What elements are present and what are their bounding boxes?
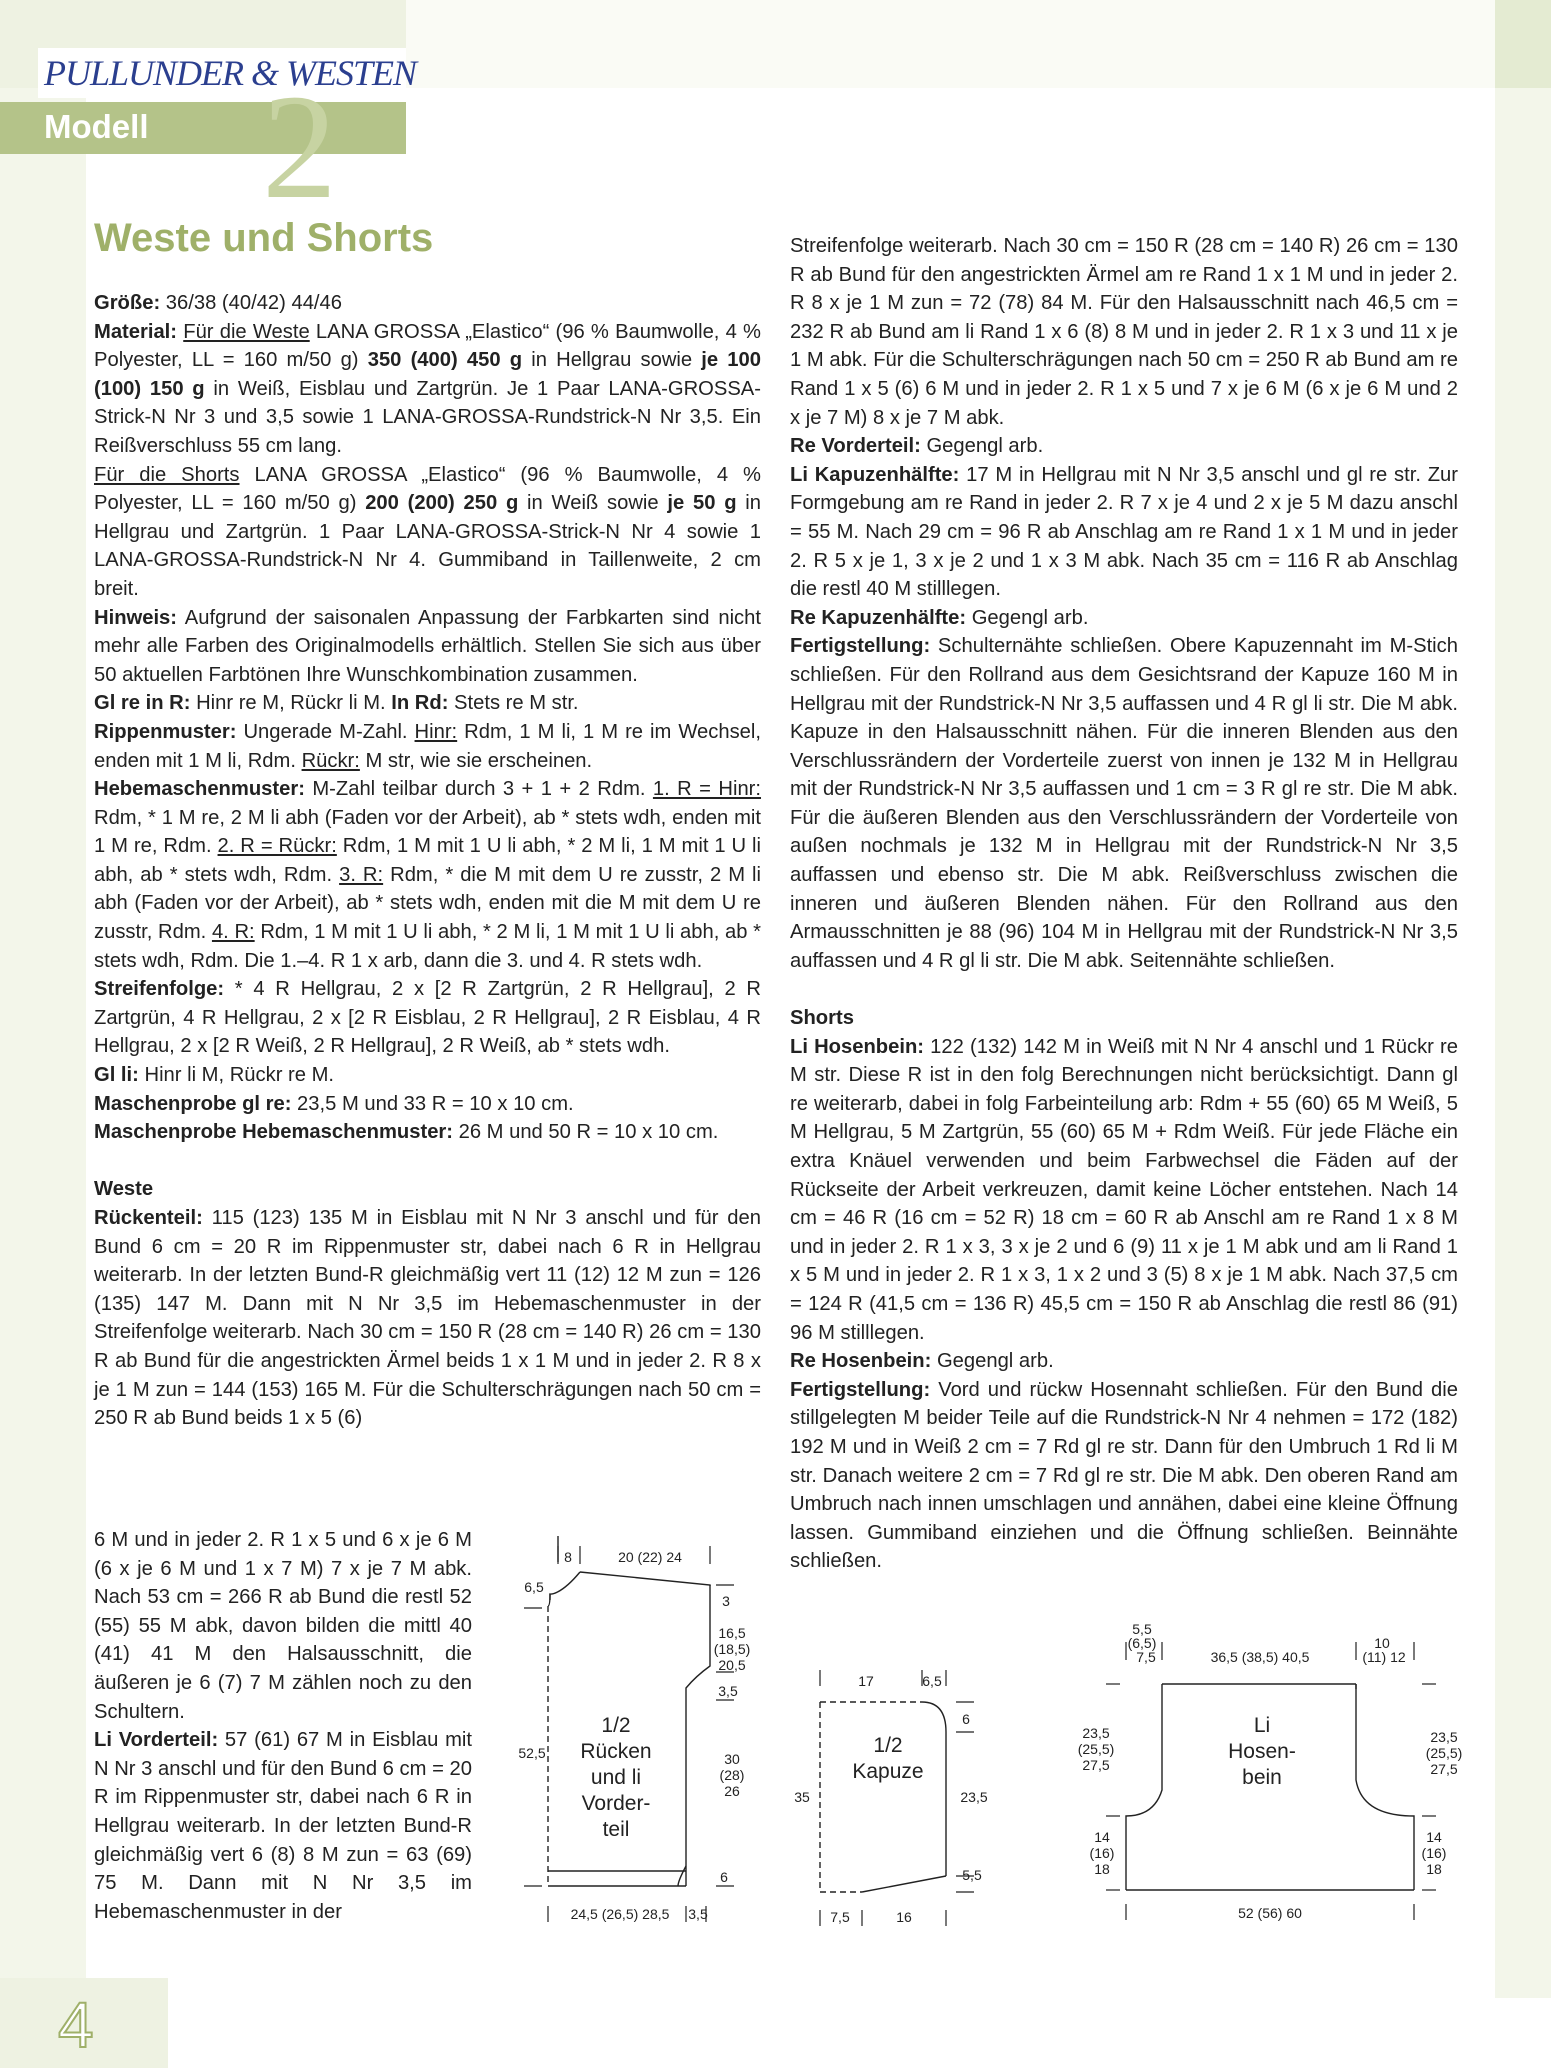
- left-hood-paragraph: Li Kapuzenhälfte: 17 M in Hellgrau mit N Nr 3,5 anschl und gl re str. Zur Formgebung am re Rand in jeder 2. R 7 x je 4 und 2 x je 5 M dazu anschl = 55 M. Nach 29 cm = 96 R ab Anschlag am re Rand 1 x 1 M und in jeder 2. R 5 x je 1, 3 x je 2 und 1 x 3 M abk. Nach 35 cm = 116 R ab Anschlag die restl 40 M stilllegen.: [790, 463, 1458, 601]
- leg-label-1: Li: [1253, 1714, 1271, 1737]
- stitch-glre-paragraph: Gl re in R: Hinr re M, Rückr li M. In Rd: Stets re M str.: [94, 692, 579, 715]
- dim-leg-top-l3: 7,5: [1136, 1649, 1156, 1665]
- back-label-5: teil: [602, 1818, 630, 1841]
- schematic-hood: [786, 1662, 998, 1932]
- dim-leg-top-mid: 36,5 (38,5) 40,5: [1210, 1649, 1310, 1665]
- dim-back-right-b1: 16,5: [718, 1625, 746, 1641]
- dim-leg-left-a2: (25,5): [1077, 1741, 1115, 1757]
- schematic-leg: [1070, 1620, 1470, 1934]
- dim-leg-right-b3: 18: [1426, 1861, 1442, 1877]
- dim-back-right-b3: 20,5: [718, 1657, 746, 1673]
- back-paragraph: Rückenteil: 115 (123) 135 M in Eisblau mit N Nr 3 anschl und für den Bund 6 cm = 20 R im Rippenmuster str, dabei nach 6 R in Hellgrau weiterarb. In der letzten Bund-R gleichmäßig vert 11 (12) 12 M zun = 126 (135) 147 M. Dann mit N Nr 3,5 im Hebemaschenmuster in der Streifenfolge weiterarb. Nach 30 cm = 150 R (28 cm = 140 R) 26 cm = 130 R ab Bund für die angestrickten Ärmel beids 1 x 1 M und in jeder 2. R 8 x je 1 M zun = 144 (153) 165 M. Für die Schulterschrägungen nach 50 cm = 250 R ab Bund beids 1 x 5 (6): [94, 1207, 761, 1430]
- left-margin-band: [0, 88, 86, 1998]
- dim-leg-left-b1: 14: [1094, 1829, 1110, 1845]
- back-label-1: 1/2: [601, 1714, 631, 1737]
- model-label: Modell: [44, 108, 149, 145]
- dim-leg-left-a3: 27,5: [1082, 1757, 1110, 1773]
- finishing2-paragraph: Fertigstellung: Vord und rückw Hosennaht schließen. Für den Bund die stillgelegten M beider Teile auf die Rundstrick-N Nr 4 nehmen = 172 (182) 192 M und in Weiß 2 cm = 7 Rd gl re str. Dann für den Umbruch 1 Rd li M str. Danach weitere 2 cm = 7 Rd gl re str. Die M abk. Den oberen Rand am Umbruch nach innen umschlagen und annähen, dabei eine kleine Öffnung lassen. Gummiband einziehen und die Öffnung schließen. Beinnähte schließen.: [790, 1378, 1458, 1573]
- left-narrow-column: [94, 1526, 472, 1926]
- leg-label-3: bein: [1242, 1766, 1282, 1789]
- right-margin-band: [1495, 88, 1551, 1998]
- dim-leg-right-a1: 23,5: [1430, 1729, 1458, 1745]
- dim-back-right-d1: 30: [724, 1751, 740, 1767]
- model-number: 2: [262, 64, 337, 230]
- dim-leg-top-l2: (6,5): [1127, 1635, 1157, 1651]
- dim-back-left-top: 6,5: [524, 1579, 544, 1595]
- size-paragraph: Größe: 36/38 (40/42) 44/46: [94, 292, 342, 314]
- dim-hood-right-a: 6: [962, 1711, 970, 1727]
- dim-leg-left-b3: 18: [1094, 1861, 1110, 1877]
- dim-hood-top-b: 6,5: [922, 1673, 942, 1689]
- slip-stitch-pattern-paragraph: Hebemaschenmuster: M-Zahl teilbar durch 3 + 1 + 2 Rdm. 1. R = Hinr: Rdm, * 1 M re, 2 M li abh (Faden vor der Arbeit), ab * stets wdh, enden mit 1 M re, Rdm. 2. R = Rückr: Rdm, 1 M mit 1 U li abh, * 2 M li, 1 M mit 1 U li abh, ab * stets wdh, Rdm. 3. R: Rdm, * die M mit dem U re zusstr, 2 M li abh (Faden vor der Arbeit), ab * stets wdh, enden mit die M mit dem U re zusstr, Rdm. 4. R: Rdm, 1 M mit 1 U li abh, * 2 M li, 1 M mit 1 U li abh, ab * stets wdh, Rdm. Die 1.–4. R 1 x arb, dann die 3. und 4. R stets wdh.: [94, 778, 762, 972]
- dim-back-right-b2: (18,5): [713, 1641, 751, 1657]
- gauge2-paragraph: Maschenprobe Hebemaschenmuster: 26 M und 50 R = 10 x 10 cm.: [94, 1121, 719, 1144]
- back-label-4: Vorder-: [581, 1792, 651, 1815]
- dim-back-right-d2: (28): [719, 1767, 745, 1783]
- hood-label-2: Kapuze: [852, 1760, 924, 1783]
- note-paragraph: Hinweis: Aufgrund der saisonalen Anpassung der Farbkarten sind nicht mehr alle Farben des Originalmodells erhältlich. Stellen Sie sich aus über 50 aktuellen Farbtönen Ihre Wunschkombination zusammen.: [94, 606, 761, 686]
- leg-label-2: Hosen-: [1228, 1740, 1296, 1763]
- dim-hood-right-c: 5,5: [962, 1867, 982, 1883]
- dim-leg-right-b2: (16): [1421, 1845, 1447, 1861]
- dim-leg-bottom: 52 (56) 60: [1238, 1905, 1302, 1921]
- left-front-paragraph: Li Vorderteil: 57 (61) 67 M in Eisblau mit N Nr 3 anschl und für den Bund 6 cm = 20 R im Rippenmuster str, dabei nach 6 R in Hellgrau weiterarb. In der letzten Bund-R gleichmäßig vert 6 (8) 8 M zun = 63 (69) 75 M. Dann mit N Nr 3,5 im Hebemaschenmuster in der: [94, 1729, 472, 1923]
- right-hood-paragraph: Re Kapuzenhälfte: Gegengl arb.: [790, 606, 1089, 629]
- dim-back-top-mid: 20 (22) 24: [618, 1549, 682, 1565]
- series-title: PULLUNDER & WESTEN: [44, 53, 417, 93]
- dim-back-bottom-main: 24,5 (26,5) 28,5: [570, 1906, 670, 1922]
- left-front-paragraph-cont: Streifenfolge weiterarb. Nach 30 cm = 150 R (28 cm = 140 R) 26 cm = 130 R ab Bund für den angestrickten Ärmel am re Rand 1 x 1 M und in jeder 2. R 8 x je 1 M zun = 72 (78) 84 M. Für den Halsausschnitt nach 46,5 cm = 232 R ab Bund am li Rand 1 x 6 (8) 8 M und in jeder 2. R 1 x 3 und 11 x je 1 M abk. Für die Schulterschrägungen nach 50 cm = 250 R ab Bund am re Rand 1 x 5 (6) 6 M und in jeder 2. R 1 x 5 und 7 x je 6 M (6 x je 6 M und 2 x je 7 M) 8 x je 7 M abk.: [790, 235, 1458, 429]
- dim-hood-left: 35: [794, 1789, 810, 1805]
- dim-back-top-left: 8: [564, 1549, 572, 1565]
- stripe-sequence-paragraph: Streifenfolge: * 4 R Hellgrau, 2 x [2 R Zartgrün, 2 R Hellgrau], 2 R Zartgrün, 4 R Hellgrau, 2 x [2 R Eisblau, 2 R Hellgrau], 2 R Eisblau, 4 R Hellgrau, 2 x [2 R Weiß, 2 R Hellgrau], 2 R Weiß, ab * stets wdh.: [94, 978, 761, 1058]
- dim-hood-right-b: 23,5: [960, 1789, 988, 1805]
- right-front-paragraph: Re Vorderteil: Gegengl arb.: [790, 435, 1044, 458]
- dim-back-right-c: 3,5: [718, 1683, 738, 1699]
- dim-back-bottom-small: 3,5: [688, 1906, 708, 1922]
- left-leg-paragraph: Li Hosenbein: 122 (132) 142 M in Weiß mit N Nr 4 anschl und 1 Rückr re M str. Diese R ist in den folg Berechnungen nicht berücksichtigt. Dann gl re weiterarb, dabei in folg Farbeinteilung arb: Rdm + 55 (60) 65 M Weiß, 5 M Hellgrau, 5 M Zartgrün, 55 (60) 65 M + Rdm Weiß. Für jede Fläche ein extra Knäuel verwenden und beim Farbwechsel die Fäden auf der Rückseite der Arbeit verkreuzen, damit keine Löcher entstehen. Nach 14 cm = 46 R (16 cm = 52 R) 18 cm = 60 R ab Anschl am re Rand 1 x 8 M und in jeder 2. R 1 x 3, 3 x je 2 und 6 (9) 11 x je 1 M abk und am li Rand 1 x 5 M und in jeder 2. R 1 x 3, 1 x 2 und 3 (5) 8 x je 1 M abk. Nach 37,5 cm = 124 R (41,5 cm = 136 R) 45,5 cm = 150 R ab Anschlag die restl 86 (91) 96 M stilllegen.: [790, 1035, 1458, 1344]
- shorts-material-paragraph: Für die Shorts LANA GROSSA „Elastico“ (96 % Baumwolle, 4 % Polyester, LL = 160 m/50 g) 200 (200) 250 g in Weiß sowie je 50 g in Hellgrau und Zartgrün. 1 Paar LANA-GROSSA-Strick-N Nr 4 sowie 1 LANA-GROSSA-Rundstrick-N Nr 4. Gummiband in Taillenweite, 2 cm breit.: [94, 463, 761, 600]
- dim-hood-top-a: 17: [858, 1673, 874, 1689]
- gauge1-paragraph: Maschenprobe gl re: 23,5 M und 33 R = 10 x 10 cm.: [94, 1092, 574, 1115]
- section-heading-shorts: Shorts: [790, 1007, 854, 1030]
- dim-back-right-e: 6: [720, 1869, 728, 1885]
- dim-leg-top-r1: 10: [1374, 1635, 1390, 1651]
- dim-leg-left-b2: (16): [1089, 1845, 1115, 1861]
- stitch-glli-paragraph: Gl li: Hinr li M, Rückr re M.: [94, 1064, 335, 1087]
- section-heading-weste: Weste: [94, 1178, 154, 1201]
- left-column: [94, 289, 761, 1433]
- dim-leg-top-l1: 5,5: [1132, 1621, 1152, 1637]
- dim-leg-right-a3: 27,5: [1430, 1761, 1458, 1777]
- back-label-2: Rücken: [580, 1740, 652, 1763]
- rib-pattern-paragraph: Rippenmuster: Ungerade M-Zahl. Hinr: Rdm, 1 M li, 1 M re im Wechsel, enden mit 1 M li, Rdm. Rückr: M str, wie sie erscheinen.: [94, 720, 761, 772]
- back-label-3: und li: [590, 1766, 642, 1789]
- dim-leg-top-r2: (11) 12: [1362, 1649, 1406, 1665]
- page-title: Weste und Shorts: [94, 216, 434, 260]
- schematic-back: [510, 1536, 751, 1936]
- page-number: 4: [58, 1989, 94, 2061]
- dim-back-right-d3: 26: [724, 1783, 740, 1799]
- dim-back-left-main: 52,5: [518, 1745, 546, 1761]
- dim-leg-left-a1: 23,5: [1082, 1725, 1110, 1741]
- material-paragraph: Material: Für die Weste LANA GROSSA „Elastico“ (96 % Baumwolle, 4 % Polyester, LL = 160 m/50 g) 350 (400) 450 g in Hellgrau sowie je 100 (100) 150 g in Weiß, Eisblau und Zartgrün. Je 1 Paar LANA-GROSSA-Strick-N Nr 3 und 3,5 sowie 1 LANA-GROSSA-Rundstrick-N Nr 3,5. Ein Reißverschluss 55 cm lang.: [94, 320, 761, 457]
- dim-leg-right-a2: (25,5): [1425, 1745, 1463, 1761]
- dim-leg-right-b1: 14: [1426, 1829, 1442, 1845]
- right-column: [790, 232, 1458, 1576]
- dim-back-right-a: 3: [722, 1593, 730, 1609]
- finishing-paragraph: Fertigstellung: Schulternähte schließen. Obere Kapuzennaht im M-Stich schließen. Für den Rollrand aus dem Gesichtsrand der Kapuze 160 M in Hellgrau mit der Rundstrick-N Nr 3,5 auffassen und 4 R gl li str. Die M abk. Kapuze in den Halsausschnitt nähen. Für die inneren Blenden aus den Verschlussrändern der Vorderteile zuerst von innen je 132 M in Hellgrau mit der Rundstrick-N Nr 3,5 auffassen und 1 cm = 3 R gl re str. Die M abk. Für die äußeren Blenden aus den Verschlussrändern der Vorderteile von außen nochmals je 132 M in Hellgrau mit der Rundstrick-N Nr 3,5 auffassen und ebenso str. Die M abk. Reißverschluss zwischen die inneren und äußeren Blenden nähen. Für den Rollrand aus den Armausschnitten je 88 (96) 104 M in Hellgrau mit der Rundstrick-N Nr 3,5 auffassen und 4 R gl li str. Die M abk. Seitennähte schließen.: [790, 635, 1458, 972]
- dim-hood-bottom-a: 7,5: [830, 1909, 850, 1925]
- right-leg-paragraph: Re Hosenbein: Gegengl arb.: [790, 1350, 1054, 1373]
- hood-label-1: 1/2: [873, 1734, 903, 1757]
- back-paragraph-cont: 6 M und in jeder 2. R 1 x 5 und 6 x je 6 M (6 x je 6 M und 1 x 7 M) 7 x je 7 M abk. Nach 53 cm = 266 R ab Bund die restl 52 (55) 55 M abk, davon bilden die mittl 40 (41) 41 M den Halsausschnitt, die äußeren je 6 (7) 7 M zählen noch zu den Schultern.: [94, 1529, 472, 1723]
- dim-hood-bottom-b: 16: [896, 1909, 912, 1925]
